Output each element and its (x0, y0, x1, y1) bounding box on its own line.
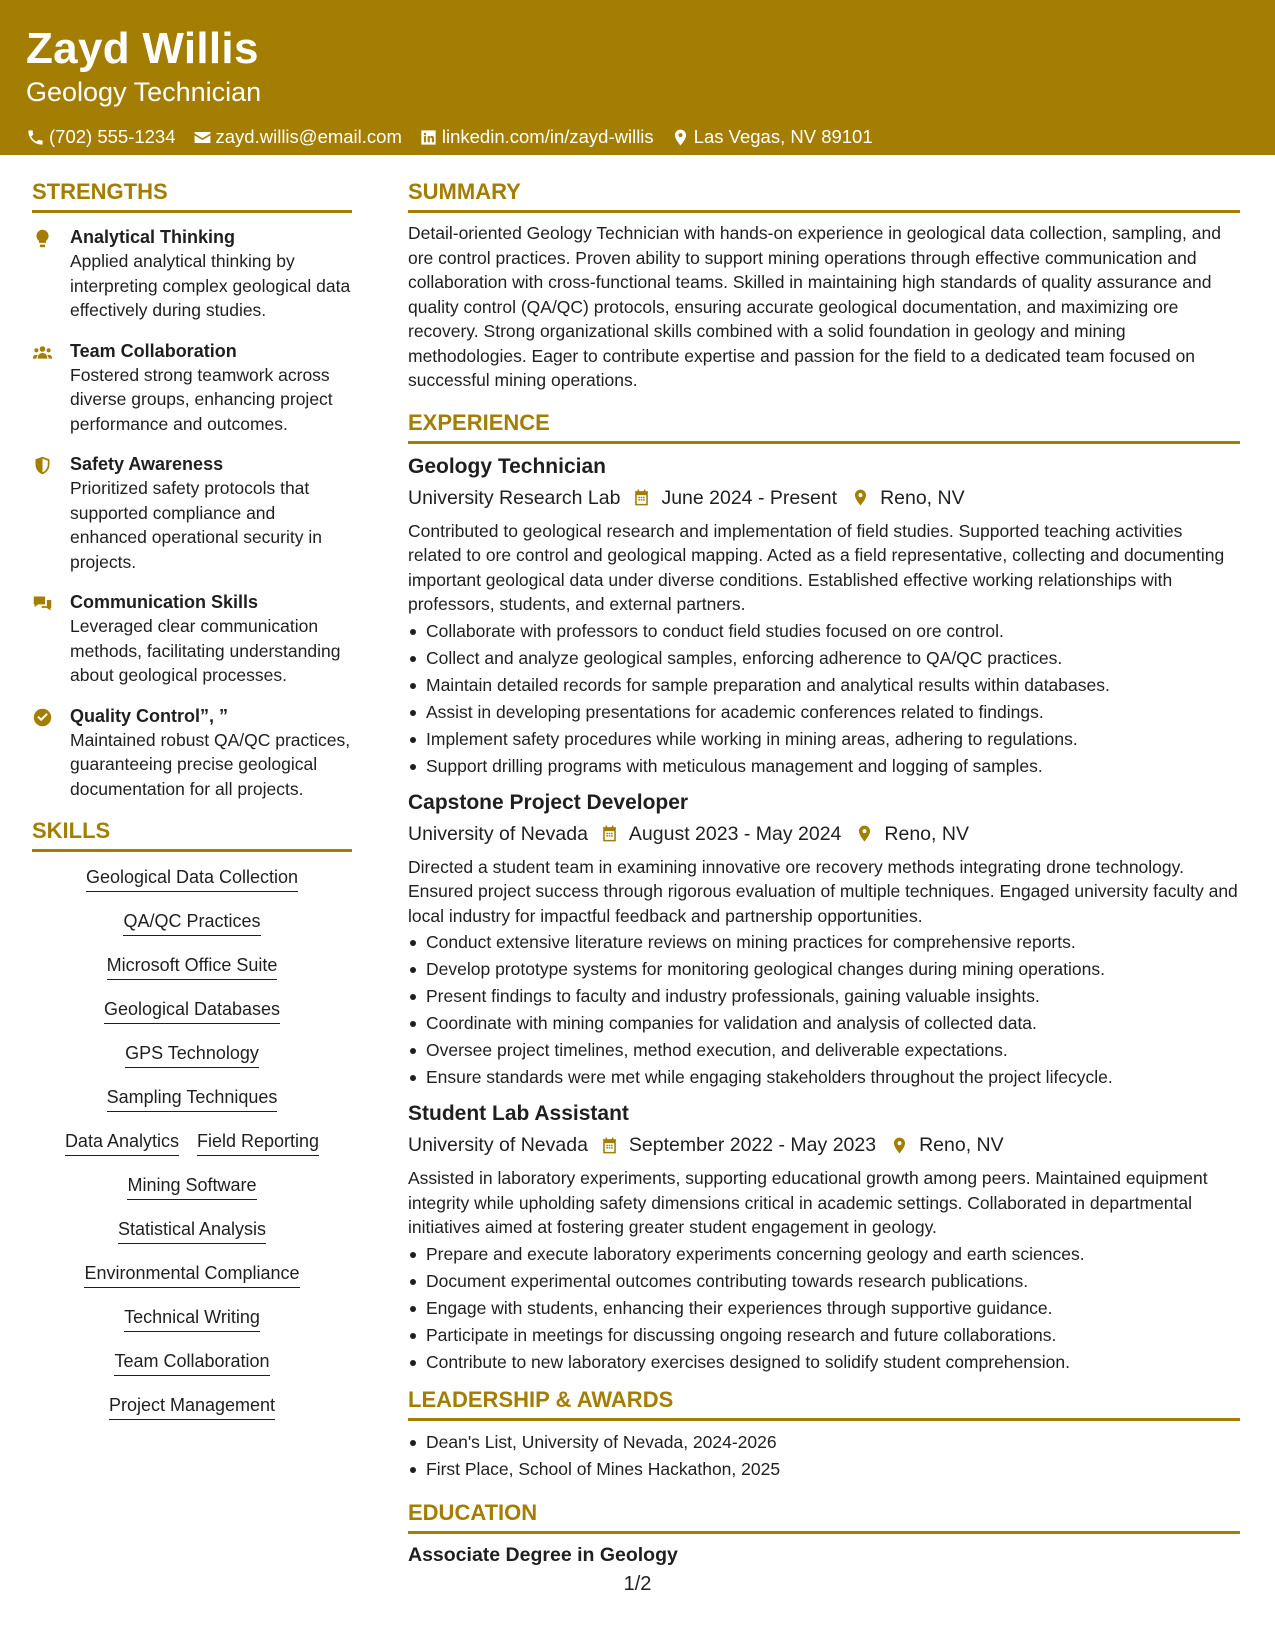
skill-tag: Statistical Analysis (118, 1218, 266, 1244)
check-circle-icon (32, 707, 53, 728)
calendar-icon (600, 1136, 619, 1155)
summary-heading: SUMMARY (408, 178, 1240, 213)
contact-phone[interactable] (26, 126, 176, 148)
strength-title: Quality Control”, ” (70, 705, 229, 726)
strength-title: Analytical Thinking (70, 227, 236, 247)
location-text: Las Vegas, NV 89101 (693, 126, 873, 147)
bullet-item: Document experimental outcomes contributing towards research publications. (408, 1268, 1240, 1295)
skill-row (109, 1218, 275, 1244)
skill-tag: Geological Data Collection (86, 866, 298, 892)
map-pin-icon (890, 1136, 909, 1155)
bullet-item: Collaborate with professors to conduct field studies focused on ore control. (408, 618, 1240, 645)
strength-title: Team Collaboration (70, 340, 237, 361)
email-text: zayd.willis@email.com (215, 126, 402, 147)
skill-tag: Data Analytics (65, 1130, 179, 1156)
map-pin-icon (671, 128, 690, 147)
job-location: Reno, NV (884, 822, 969, 845)
awards-list (408, 1429, 1240, 1483)
shield-icon (32, 455, 53, 476)
skill-tag: Geological Databases (104, 998, 280, 1024)
job-org: University of Nevada (408, 1134, 588, 1156)
skill-tag: Mining Software (127, 1174, 256, 1200)
strength-desc: Leveraged clear communication methods, facilitating understanding about geological processes. (70, 616, 341, 685)
comments-icon (32, 593, 53, 614)
job-description: Directed a student team in examining innovative ore recovery methods integrating drone technology. Ensured project success through rigorous evaluation of multiple techniques. Engaged university faculty and local industry for impactful feedback and partnership opportunities. (408, 856, 1238, 926)
strength-desc: Fostered strong teamwork across diverse groups, enhancing project performance and outcomes. (70, 364, 333, 434)
skill-tag: Microsoft Office Suite (107, 954, 278, 980)
bullet-item: Support drilling programs with meticulous management and logging of samples. (408, 753, 1240, 780)
users-icon (32, 342, 53, 363)
job-title: Geology Technician (408, 454, 606, 478)
strength-desc: Prioritized safety protocols that supported compliance and enhanced operational security in projects. (70, 478, 322, 572)
job-title: Student Lab Assistant (408, 1102, 629, 1125)
bullet-item: Conduct extensive literature reviews on mining practices for comprehensive reports. (408, 929, 1240, 956)
contact-location (671, 126, 873, 148)
strengths-list (32, 225, 352, 801)
skill-row (105, 1350, 278, 1376)
contact-email[interactable] (193, 126, 402, 148)
job-description: Assisted in laboratory experiments, supporting educational growth among peers. Maintained equipment integrity while upholding safety dimensions critical in academic settings. Collaborated in departmental initiatives aimed at fostering greater student engagement in geology. (408, 1168, 1208, 1237)
strength-item (32, 225, 352, 323)
lightbulb-icon (32, 228, 53, 249)
job-entry (408, 789, 1240, 1092)
bullet-item: Maintain detailed records for sample preparation and analytical results within databases. (408, 672, 1240, 699)
strength-item (32, 452, 352, 574)
education-degree: Associate Degree in Geology (408, 1543, 678, 1566)
job-bullets (408, 929, 1240, 1091)
map-pin-icon (855, 824, 874, 843)
envelope-icon (193, 128, 212, 147)
bullet-item: Participate in meetings for discussing ongoing research and future collaborations. (408, 1322, 1240, 1349)
job-bullets (408, 618, 1240, 780)
calendar-icon (600, 824, 619, 843)
contact-linkedin[interactable] (419, 126, 654, 148)
skill-tag: Environmental Compliance (84, 1262, 299, 1288)
bullet-item: Ensure standards were met while engaging stakeholders throughout the project lifecycle. (408, 1064, 1240, 1091)
skills-list (32, 866, 352, 1438)
job-org: University of Nevada (408, 822, 588, 845)
job-entry (408, 1100, 1240, 1376)
skill-row (100, 1394, 284, 1420)
candidate-name: Zayd Willis (26, 24, 259, 73)
strength-title: Communication Skills (70, 592, 259, 612)
skill-row (115, 1306, 269, 1332)
skill-row (95, 998, 289, 1024)
strength-item (32, 704, 352, 802)
phone-icon (26, 128, 45, 147)
award-item: First Place, School of Mines Hackathon, 2025 (408, 1456, 1240, 1483)
skill-tag: Field Reporting (197, 1130, 319, 1156)
job-meta (408, 1130, 1240, 1160)
skill-tag: Sampling Techniques (107, 1086, 278, 1112)
skill-row (118, 1174, 265, 1200)
job-bullets (408, 1241, 1240, 1376)
job-location: Reno, NV (919, 1134, 1004, 1156)
job-meta (408, 819, 1240, 849)
bullet-item: Assist in developing presentations for academic conferences related to findings. (408, 699, 1240, 726)
bullet-item: Implement safety procedures while working in mining areas, adhering to regulations. (408, 726, 1240, 753)
header (0, 0, 1275, 155)
summary-text: Detail-oriented Geology Technician with hands-on experience in geological data collection, sampling, and ore control practices. Proven ability to support mining operations through effective communication and collaboration with cross-functional teams. Skilled in maintaining high standards of quality assurance and quality control (QA/QC) protocols, ensuring accurate geological documentation, and maximizing ore recovery. Strong organizational skills combined with a solid foundation in geology and mining methodologies. Eager to contribute expertise and passion for the field to a dedicated team focused on successful mining operations. (408, 223, 1221, 390)
skill-row (98, 1086, 287, 1112)
bullet-item: Develop prototype systems for monitoring geological changes during mining operations. (408, 956, 1240, 983)
skill-row (77, 866, 307, 892)
skill-tag: Technical Writing (124, 1306, 260, 1332)
experience-heading: EXPERIENCE (408, 409, 1240, 444)
strength-item (32, 590, 352, 688)
job-description: Contributed to geological research and implementation of field studies. Supported teaching activities related to ore control and geological mapping. Acted as a field representative, collecting and documenting important geological data under diverse conditions. Established effective working relationships with professors, students, and external partners. (408, 520, 1225, 614)
strength-desc: Maintained robust QA/QC practices, guaranteeing precise geological documentation for all projects. (70, 729, 351, 799)
skill-row (75, 1262, 308, 1288)
job-dates: September 2022 - May 2023 (628, 1134, 877, 1156)
right-column (408, 178, 1240, 1568)
job-title: Capstone Project Developer (408, 790, 689, 814)
candidate-role: Geology Technician (26, 77, 262, 107)
skill-row (98, 954, 287, 980)
education-heading: EDUCATION (408, 1499, 1240, 1534)
skills-heading: SKILLS (32, 817, 352, 852)
job-meta (408, 483, 1240, 513)
left-column (32, 178, 352, 1438)
calendar-icon (632, 488, 651, 507)
job-entry (408, 453, 1240, 780)
job-location: Reno, NV (880, 486, 965, 509)
bullet-item: Contribute to new laboratory exercises designed to solidify student comprehension. (408, 1349, 1240, 1376)
skill-row (56, 1130, 328, 1156)
skill-tag: Project Management (109, 1394, 275, 1420)
linkedin-text: linkedin.com/in/zayd-willis (441, 126, 654, 147)
strength-desc: Applied analytical thinking by interpreting complex geological data effectively during studies. (70, 251, 351, 320)
bullet-item: Prepare and execute laboratory experiments concerning geology and earth sciences. (408, 1241, 1240, 1268)
strengths-heading: STRENGTHS (32, 178, 352, 213)
bullet-item: Engage with students, enhancing their experiences through supportive guidance. (408, 1295, 1240, 1322)
strength-title: Safety Awareness (70, 454, 224, 474)
job-org: University Research Lab (408, 486, 621, 509)
page-number: 1/2 (623, 1573, 652, 1595)
skill-tag: GPS Technology (125, 1042, 259, 1068)
strength-item (32, 339, 352, 437)
bullet-item: Coordinate with mining companies for validation and analysis of collected data. (408, 1010, 1240, 1037)
award-item: Dean's List, University of Nevada, 2024-2026 (408, 1429, 1240, 1456)
leadership-heading: LEADERSHIP & AWARDS (408, 1386, 1240, 1421)
bullet-item: Oversee project timelines, method execution, and deliverable expectations. (408, 1037, 1240, 1064)
job-dates: August 2023 - May 2024 (628, 822, 842, 845)
skill-row (116, 1042, 268, 1068)
map-pin-icon (851, 488, 870, 507)
skill-row (114, 910, 269, 936)
contact-bar (26, 126, 1249, 148)
job-dates: June 2024 - Present (661, 486, 838, 509)
bullet-item: Collect and analyze geological samples, enforcing adherence to QA/QC practices. (408, 645, 1240, 672)
linkedin-icon (419, 128, 438, 147)
skill-tag: QA/QC Practices (123, 910, 260, 936)
skill-tag: Team Collaboration (114, 1350, 269, 1376)
bullet-item: Present findings to faculty and industry professionals, gaining valuable insights. (408, 983, 1240, 1010)
phone-text: (702) 555-1234 (49, 126, 176, 147)
